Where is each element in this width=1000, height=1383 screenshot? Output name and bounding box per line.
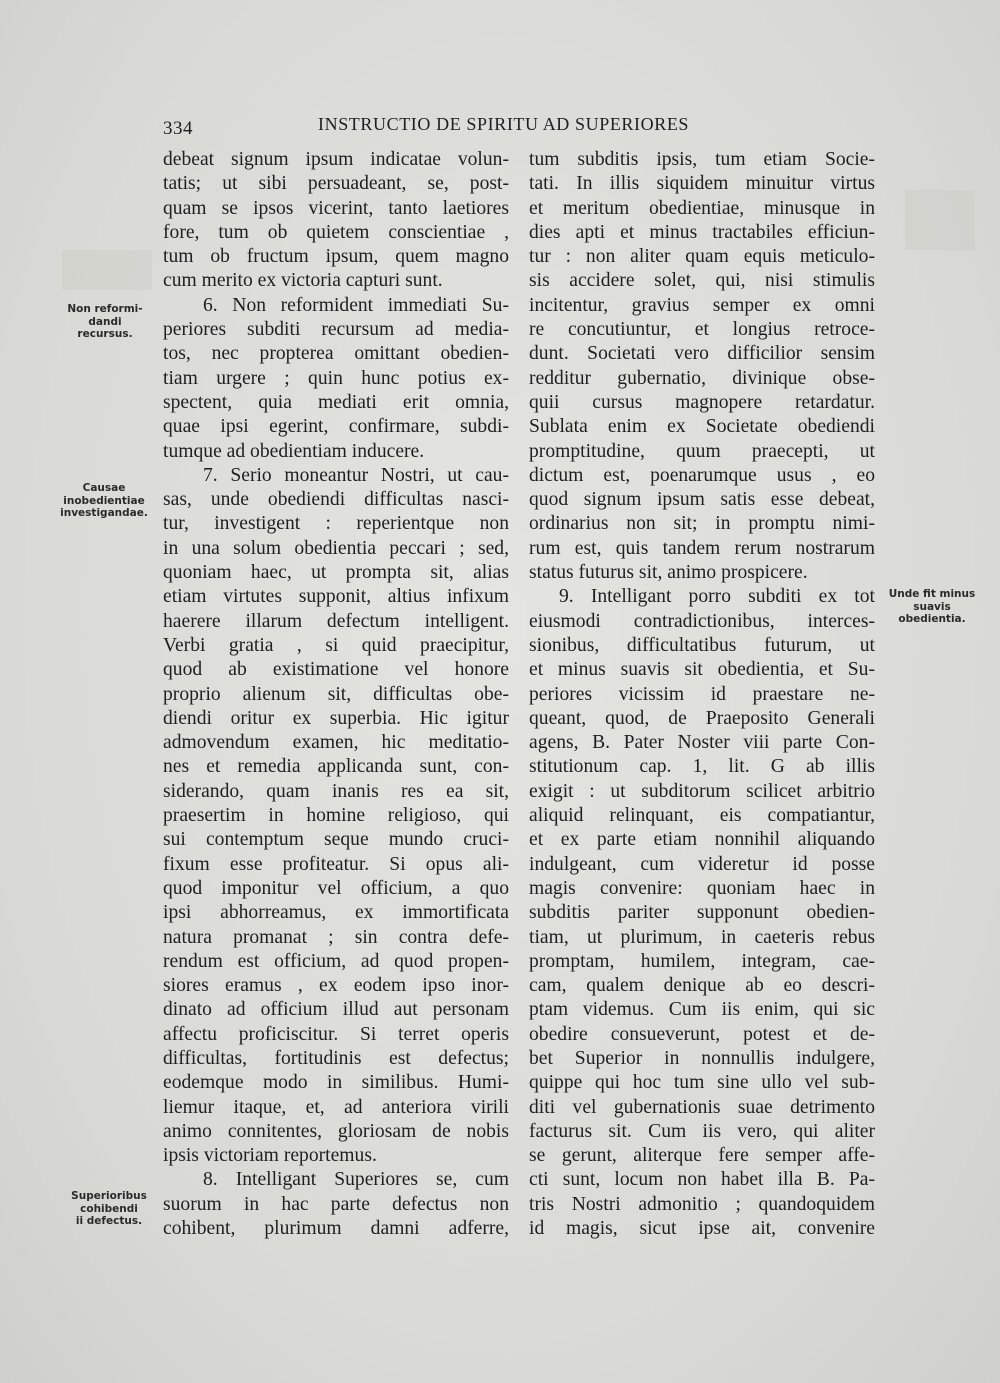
text-line: dictum est, poenarumque usus , eo	[529, 464, 875, 486]
text-line: tumque ad obedientiam inducere.	[163, 440, 425, 462]
bleed-through-left-top	[62, 250, 152, 290]
text-line: queant, quod, de Praeposito Generali	[529, 707, 875, 729]
text-line: 9. Intelligant porro subditi ex tot	[559, 586, 875, 608]
text-line: redditur gubernatio, divinique obse-	[529, 367, 875, 389]
text-line: rendum est officium, ad quod propen-	[163, 950, 509, 972]
margin-note-line: obedientia.	[898, 613, 966, 625]
text-line: ipsis victoriam reportemus.	[163, 1145, 377, 1167]
text-line: quod ab existimatione vel honore	[163, 659, 509, 681]
text-line: diendi oritur ex superbia. Hic igitur	[163, 707, 509, 729]
margin-note-line: recursus.	[77, 328, 133, 340]
text-line: tum subditis ipsis, tum etiam Socie-	[529, 149, 875, 170]
text-column-left	[163, 148, 509, 1241]
page-number: 334	[163, 118, 193, 139]
text-line: siores eramus , ex eodem ipso inor-	[163, 975, 509, 997]
text-line: status futurus sit, animo prospicere.	[529, 562, 808, 584]
text-line: liemur itaque, et, ad anteriora virili	[163, 1096, 509, 1118]
text-line: animo connitentes, gloriosam de nobis	[163, 1120, 509, 1142]
text-line: in una solum obedientia peccari ; sed,	[163, 537, 509, 559]
text-column-right	[529, 148, 875, 1241]
text-line: cti sunt, locum non habet illa B. Pa-	[529, 1169, 875, 1191]
text-line: eodemque modo in similibus. Humi-	[163, 1072, 509, 1094]
text-line: admovendum examen, hic meditatio-	[163, 732, 509, 754]
text-line: fore, tum ob quietem conscientiae ,	[163, 221, 509, 243]
text-line: ptam videmus. Cum iis enim, qui sic	[529, 999, 875, 1021]
text-line: tiam urgere ; quin hunc potius ex-	[163, 367, 509, 389]
text-line: tos, nec propterea omittant obedien-	[163, 343, 509, 365]
text-line: siderando, quam inanis res ea sit,	[163, 780, 509, 802]
text-line: natura promanat ; sin contra defe-	[163, 926, 509, 948]
bleed-through-right-top	[905, 190, 975, 250]
text-line: et ex parte etiam nonnihil aliquando	[529, 829, 875, 851]
text-line: etiam virtutes supponit, altius infixum	[163, 586, 509, 608]
margin-note-reformidandi	[57, 303, 153, 341]
text-line: sui contemptum seque mundo cruci-	[163, 829, 509, 851]
margin-note-line: Non reformi-	[67, 303, 143, 315]
text-line: praesertim in homine religioso, qui	[163, 805, 509, 827]
text-line: periores vicissim id praestare ne-	[529, 683, 875, 705]
text-line: incitentur, gravius semper ex omni	[529, 294, 875, 316]
margin-note-line: dandi	[88, 315, 122, 328]
text-line: exigit : ut subditorum scilicet arbitrio	[529, 780, 875, 802]
text-line: quae ipsi egerint, confirmare, subdi-	[163, 416, 509, 438]
margin-note-superioribus	[66, 1190, 152, 1228]
text-line: dunt. Societati vero difficilior sensim	[529, 343, 875, 365]
running-title: INSTRUCTIO DE SPIRITU AD SUPERIORES	[318, 114, 690, 134]
text-line: eiusmodi contradictionibus, interces-	[529, 610, 875, 632]
text-line: sas, unde obediendi difficultas nasci-	[163, 489, 509, 511]
text-line: affectu proficiscitur. Si terret operis	[163, 1023, 509, 1045]
text-line: diti vel gubernationis suae detrimento	[529, 1096, 875, 1118]
text-line: difficultas, fortitudinis est defectus;	[163, 1047, 509, 1069]
text-line: spectent, quia mediati erit omnia,	[163, 391, 509, 413]
text-line: quam se ipsos vicerint, tanto laetiores	[163, 197, 509, 219]
text-line: id magis, sicut ipse ait, convenire	[529, 1218, 875, 1240]
text-line: se gerunt, aliterque fere semper affe-	[529, 1145, 875, 1167]
text-line: facturus sit. Cum iis vero, qui aliter	[529, 1120, 875, 1142]
text-line: Sublata enim ex Societate obediendi	[529, 416, 875, 438]
text-line: promptam, humilem, integram, cae-	[529, 950, 875, 972]
text-line: periores subditi recursum ad media-	[163, 319, 509, 341]
text-line: 8. Intelligant Superiores se, cum	[203, 1169, 509, 1191]
margin-note-line: suavis	[913, 600, 951, 613]
text-line: ordinarius non sit; in promptu nimi-	[529, 513, 875, 535]
text-line: tum ob fructum ipsum, quem magno	[163, 246, 509, 268]
text-line: dies apti et minus tractabiles efficiun-	[529, 221, 875, 243]
margin-note-line: investigandae.	[60, 507, 148, 519]
text-line: tur : non aliter quam equis meticulo-	[529, 246, 875, 268]
text-line: nes et remedia applicanda sunt, con-	[163, 756, 509, 778]
text-line: tiam, ut plurimum, in caeteris rebus	[529, 926, 875, 948]
text-line: sionibus, difficultatibus futurum, ut	[529, 634, 875, 656]
text-line: indulgeant, cum videretur id posse	[529, 853, 875, 875]
text-line: sis accidere solet, qui, nisi stimulis	[529, 270, 875, 292]
text-line: quippe qui hoc tum sine ullo vel sub-	[529, 1072, 875, 1094]
text-line: magis convenire: quoniam haec in	[529, 877, 875, 899]
text-line: tatis; ut sibi persuadeant, se, post-	[163, 173, 509, 195]
text-line: dinato ad officium illud aut personam	[163, 999, 509, 1021]
margin-note-line: inobedientiae	[63, 494, 145, 507]
text-line: quii cursus magnopere retardatur.	[529, 391, 875, 413]
text-line: tris Nostri admonitio ; quandoquidem	[529, 1193, 875, 1215]
text-line: bet Superior in nonnullis indulgere,	[529, 1047, 875, 1069]
text-line: obedire consueverunt, potest et de-	[529, 1023, 875, 1045]
margin-note-causae	[52, 482, 156, 520]
text-line: Verbi gratia , si quid praecipitur,	[163, 634, 509, 656]
text-line: cam, qualem denique ab eo descri-	[529, 975, 875, 997]
text-line: stitutionum cap. 1, lit. G ab illis	[529, 756, 875, 778]
text-line: cum merito ex victoria capturi sunt.	[163, 270, 443, 292]
text-line: agens, B. Pater Noster viii parte Con-	[529, 732, 875, 754]
text-line: tur, investigent : reperientque non	[163, 513, 509, 535]
text-line: suorum in hac parte defectus non	[163, 1193, 509, 1215]
text-line: proprio alienum sit, difficultas obe-	[163, 683, 509, 705]
text-line: quod imponitur vel officium, a quo	[163, 877, 509, 899]
margin-note-line: ii defectus.	[75, 1215, 143, 1227]
text-line: debeat signum ipsum indicatae volun-	[163, 149, 509, 170]
text-line: haerere illarum defectum intelligent.	[163, 610, 509, 632]
margin-note-line: Causae	[82, 482, 126, 494]
text-line: et minus suavis sit obedientia, et Su-	[529, 659, 875, 681]
text-line: 6. Non reformident immediati Su-	[203, 294, 509, 316]
margin-note-line: cohibendi	[80, 1202, 138, 1215]
text-line: 7. Serio moneantur Nostri, ut cau-	[203, 464, 509, 486]
text-line: quoniam haec, ut prompta sit, alias	[163, 562, 509, 584]
text-line: et meritum obedientiae, minusque in	[529, 197, 875, 219]
text-line: cohibent, plurimum damni adferre,	[163, 1218, 509, 1240]
text-line: subditis pariter supponunt obedien-	[529, 902, 875, 924]
text-line: aliquid relinquant, eis compatiantur,	[529, 805, 875, 827]
text-line: rum est, quis tandem rerum nostrarum	[529, 537, 875, 559]
margin-note-line: Unde fit minus	[888, 588, 976, 600]
text-line: fixum esse profiteatur. Si opus ali-	[163, 853, 509, 875]
text-line: re concutiuntur, et longius retroce-	[529, 319, 875, 341]
text-line: promptitudine, quum praecepti, ut	[529, 440, 875, 462]
margin-note-unde	[885, 588, 979, 626]
text-line: tati. In illis siquidem minuitur virtus	[529, 173, 875, 195]
margin-note-line: Superioribus	[71, 1190, 147, 1202]
text-line: quod signum ipsum satis esse debeat,	[529, 489, 875, 511]
text-line: ipsi abhorreamus, ex immortificata	[163, 902, 509, 924]
